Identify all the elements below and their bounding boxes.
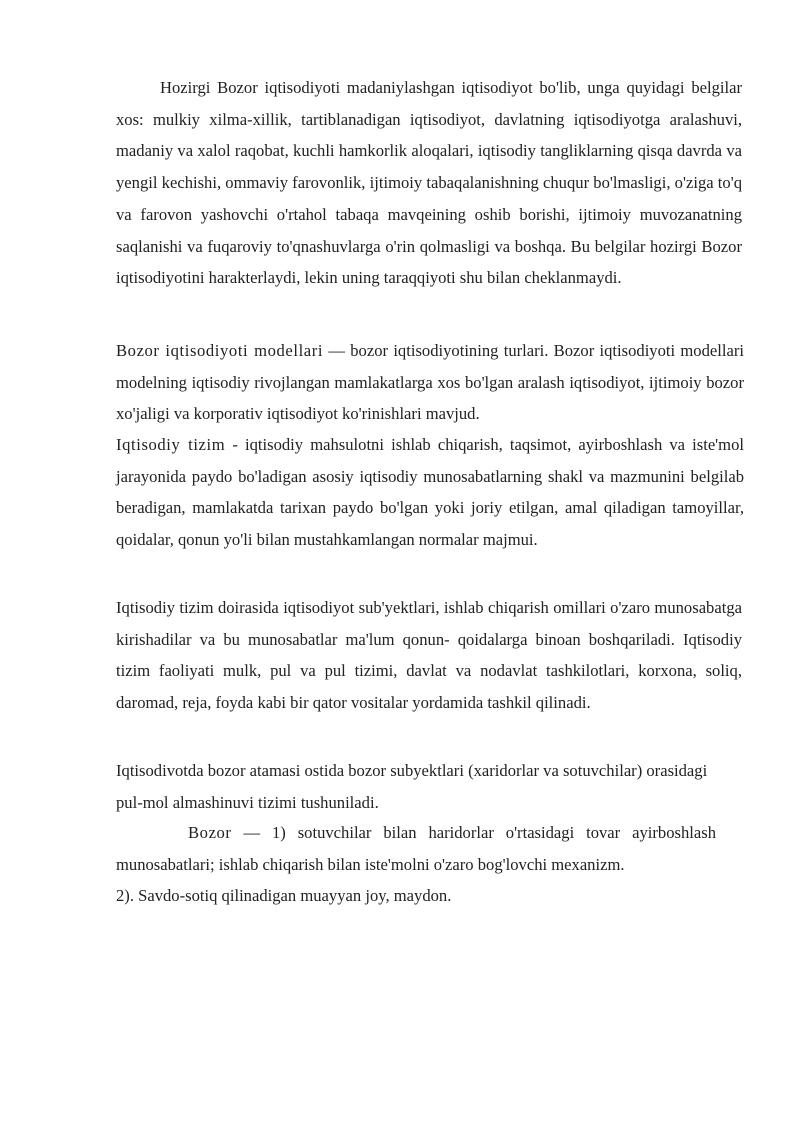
paragraph-text: Hozirgi Bozor iqtisodiyoti madaniylashgan iqtisodiyot bo'lib, unga quyidagi belgilar xos: mulkiy xilma-xillik, tartiblanadigan iqtisodiyot, davlatning iqtisodiyotga aralashuvi, madaniy va xalol raqobat, kuchli hamkorlik aloqalari, iqtisodiy tangliklarning qisqa davrda va yengil kechishi, ommaviy farovonlik, ijtimoiy tabaqalanishning chuqur bo'lmasligi, o'ziga to'q va farovon yashovchi o'rtahol tabaqa mavqeining oshib borishi, ijtimoiy muvozanatning saqlanishi va fuqaroviy to'qnashuvlarga o'rin qolmasligi va boshqa. Bu belgilar hozirgi Bozor iqtisodiyotini harakterlaydi, lekin uning taraqqiyoti shu bilan cheklanmaydi. <box>116 78 742 288</box>
paragraph-text: 2). Savdo-sotiq qilinadigan muayyan joy, maydon. <box>116 886 452 905</box>
paragraph-text: - iqtisodiy mahsulotni ishlab chiqarish, taqsimot, ayirboshlash va iste'mol jarayonida paydo bo'ladigan asosiy iqtisodiy munosabatlarning shakl va mazmunini belgilab beradigan, mamlakatda tarixan paydo bo'lgan yoki joriy etilgan, amal qiladigan tamoyillar, qoidalar, qonun yo'li bilan mustahkamlangan normalar majmui. <box>116 435 744 550</box>
paragraph-economic-system-subjects <box>116 592 742 719</box>
term-market-economy-models: Bozor iqtisodiyoti modellari <box>116 341 324 360</box>
term-market: Bozor <box>188 823 232 842</box>
paragraph-market-definition <box>116 817 716 880</box>
paragraph-text: — 1) sotuvchilar bilan haridorlar o'rtasidagi tovar ayirboshlash munosabatlari; ishlab chiqarish bilan iste'molni o'zaro bog'lovchi mexanizm. <box>116 823 716 874</box>
paragraph-text: — bozor iqtisodiyotining turlari. Bozor iqtisodiyoti modellari modelning iqtisodiy rivojlangan mamlakatlarga xos bo'lgan aralash iqtisodiyot, ijtimoiy bozor xo'jaligi va korporativ iqtisodiyot ko'rinishlari mavjud. <box>116 341 744 424</box>
paragraph-market-economy-models <box>116 335 744 430</box>
paragraph-text: Iqtisodivotda bozor atamasi ostida bozor subyektlari (xaridorlar va sotuvchilar) orasidagi pul-mol almashinuvi tizimi tushuniladi. <box>116 761 708 812</box>
paragraph-market-economy-features <box>116 72 742 294</box>
paragraph-text: Iqtisodiy tizim doirasida iqtisodiyot sub'yektlari, ishlab chiqarish omillari o'zaro munosabatga kirishadilar va bu munosabatlar ma'lum qonun- qoidalarga binoan boshqariladi. Iqtisodiy tizim faoliyati mulk, pul va pul tizimi, davlat va nodavlat tashkilotlari, korxona, soliq, daromad, reja, foyda kabi bir qator vositalar yordamida tashkil qilinadi. <box>116 598 742 713</box>
term-economic-system: Iqtisodiy tizim <box>116 435 226 454</box>
paragraph-market-place <box>116 880 742 912</box>
paragraph-market-term <box>116 755 716 818</box>
paragraph-economic-system-definition <box>116 429 744 556</box>
